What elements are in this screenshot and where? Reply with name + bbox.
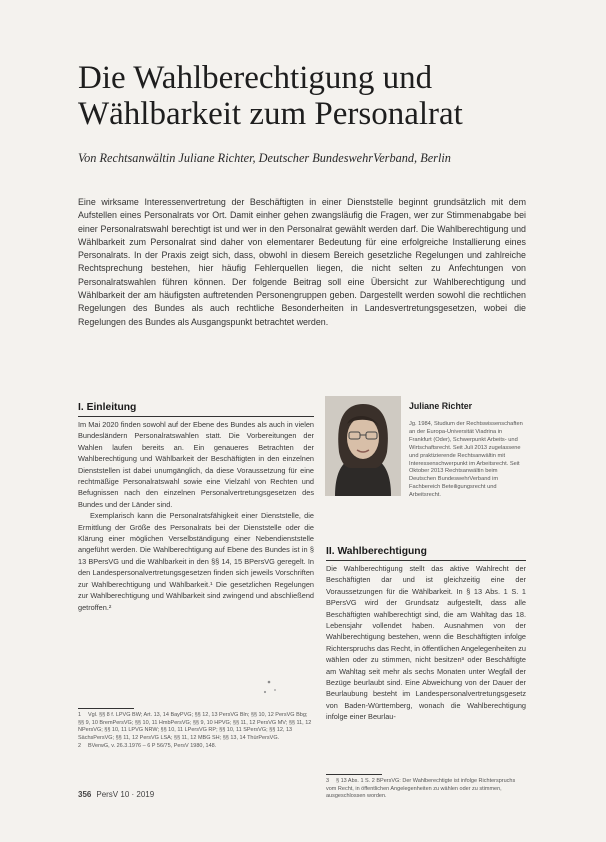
scan-speck-marks (255, 676, 285, 700)
article-intro: Eine wirksame Interessenvertretung der Beschäftigten in einer Dienststelle beginnt grundsätzlich mit dem Aufstellen eines Personalrats vor Ort. Damit einher gehen zwangsläufig die Fragen, wer zur Stimmenabgabe bei einer Personalratswahl berechtigt ist und wer in den Personalrat gewählt werden darf. Die Wahlberechtigung und Wählbarkeit zum Personalrat sind daher von elementarer Bedeutung für eine erfolgreiche Installierung eines Personalrats. In der Praxis zeigt sich, dass, obwohl in diesem Bereich gesetzliche Regelungen und zahlreiche Rechtsprechung bestehen, hier häufig Fehlerquellen liegen, die nicht selten zu Anfechtungen von Personalratswahlen führen können. Der folgende Beitrag soll eine Übersicht zur Wahlberechtigung und Wählbarkeit der am häufigsten auftretenden Personengruppen geben. Dargestellt werden sowohl die rechtlichen Regelungen des Bundes als auch rechtliche Besonderheiten in Landesvertretungsgesetzen, wobei die Regelungen des Bundes als Ausgangspunkt betrachtet werden. (78, 197, 526, 327)
footnote: 2 BVerwG, v. 26.3.1976 – 6 P 56/75, PersV 1980, 148. (78, 743, 217, 750)
section-rule (326, 560, 526, 561)
section-heading-wahlberechtigung: II. Wahlberechtigung (326, 546, 427, 557)
paragraph: Die Wahlberechtigung stellt das aktive Wahlrecht der Beschäftigten dar und ist gleichzeitig eine der Voraussetzungen für die Wählbarkeit. In § 13 Abs. 1 S. 1 BPersVG wird der Grundsatz aufgestellt, dass alle Beschäftigten wahlberechtigt sind, die am Wahltag das 18. Lebensjahr vollendet haben. Ausnahmen von der Wahlberechtigung bestehen, wenn die Beschäftigten infolge Richterspruchs das Recht, in öffentlichen Angelegenheiten zu wählen oder zu stimmen, nicht besitzen³ oder Beschäftigte am Wahltag seit mehr als sechs Monaten unter Wegfall der Bezüge beurlaubt sind. Eine Abweichung von der Dauer der Beurlaubung besteht im Landespersonalvertretungsgesetz von Baden-Württemberg, wonach die Wahlberechtigung infolge einer Beurlau- (326, 564, 526, 722)
article-byline: Von Rechtsanwältin Juliane Richter, Deutscher BundeswehrVerband, Berlin (78, 151, 451, 165)
section-body-wahlberechtigung (326, 563, 526, 723)
footnotes-left (78, 712, 314, 752)
section-rule (78, 416, 314, 417)
footnote-separator (326, 774, 382, 775)
footnotes-right (326, 778, 526, 802)
paragraph: Exemplarisch kann die Personalratsfähigkeit einer Dienststelle, die Ermittlung der Größe des Personalrats bei der Dienststelle oder die Klärung einer möglichen Verselbständigung einer Nebendienststelle angeführt werden. Die Wahlberechtigung auf Ebene des Bundes ist in § 13 BPersVG und die Wählbarkeit in den §§ 14, 15 BPersVG geregelt. In den Landespersonalvertretungsgesetzen finden sich jeweils Vorschriften zur Wahlberechtigung und Wählbarkeit.¹ Die gesetzlichen Regelungen zur Wahlberechtigung und Wählbarkeit sind zwingend und abschließend getroffen.² (78, 511, 314, 612)
page-footer (78, 790, 154, 799)
section-heading-einleitung: I. Einleitung (78, 402, 137, 413)
footnote: 3 § 13 Abs. 1 S. 2 BPersVG: Der Wahlberechtigte ist infolge Richterspruchs vom Recht, in öffentlichen Angelegenheiten zu wählen oder zu stimmen, ausgeschlossen worden. (326, 778, 516, 800)
author-bio: Jg. 1984, Studium der Rechtswissenschaften an der Europa-Universität Viadrina in Frankfurt (Oder), Schwerpunkt Arbeits- und Wirtschaftsrecht. Seit Juli 2013 zugelassene und praktizierende Rechtsanwältin mit Interessenschwerpunkt im Arbeitsrecht. Seit Oktober 2013 Rechtsanwältin beim Deutschen BundeswehrVerband im Fachbereich Beteiligungsrecht und Arbeitsrecht. (409, 421, 523, 499)
author-photo (325, 396, 401, 496)
section-body-einleitung (78, 419, 314, 613)
paragraph: Im Mai 2020 finden sowohl auf der Ebene des Bundes als auch in vielen Bundesländern Personalratswahlen statt. Die Vorbereitungen der Wahlen laufen bereits an. Ein genaueres Betrachten der Wahlberechtigung und Wählbarkeit der Beschäftigten in den einzelnen Dienststellen ist dabei unumgänglich, da diese Voraussetzung für eine rechtmäßige Personalratswahl sowie eine Vielzahl von Rechten und Befugnissen nach den einzelnen Personalvertretungsgesetzen des Bundes und der Länder sind. (78, 420, 314, 509)
page-number: 356 (78, 790, 92, 799)
article-title: Die Wahlberechtigung und Wählbarkeit zum Personalrat (78, 60, 463, 132)
footnote-separator (78, 708, 134, 709)
author-name: Juliane Richter (409, 401, 473, 411)
footnote: 1 Vgl. §§ 8 f. LPVG BW; Art. 13, 14 BayPVG; §§ 12, 13 PersVG Bln; §§ 10, 12 PersVG Bbg; §§ 9, 10 BremPersVG; §§ 10, 11 HmbPersVG; §§ 9, 10 HPVG; §§ 11, 12 PersVG MV; §§ 11, 12 NPersVG; §§ 10, 11 LPVG NRW; §§ 10, 11 LPersVG RP; §§ 10, 11 SPersVG; §§ 12, 13 SächsPersVG; §§ 11, 12 PersVG LSA; §§ 11, 12 MBG SH; §§ 13, 14 ThürPersVG. (78, 712, 312, 741)
journal-issue: PersV 10 · 2019 (96, 790, 155, 799)
